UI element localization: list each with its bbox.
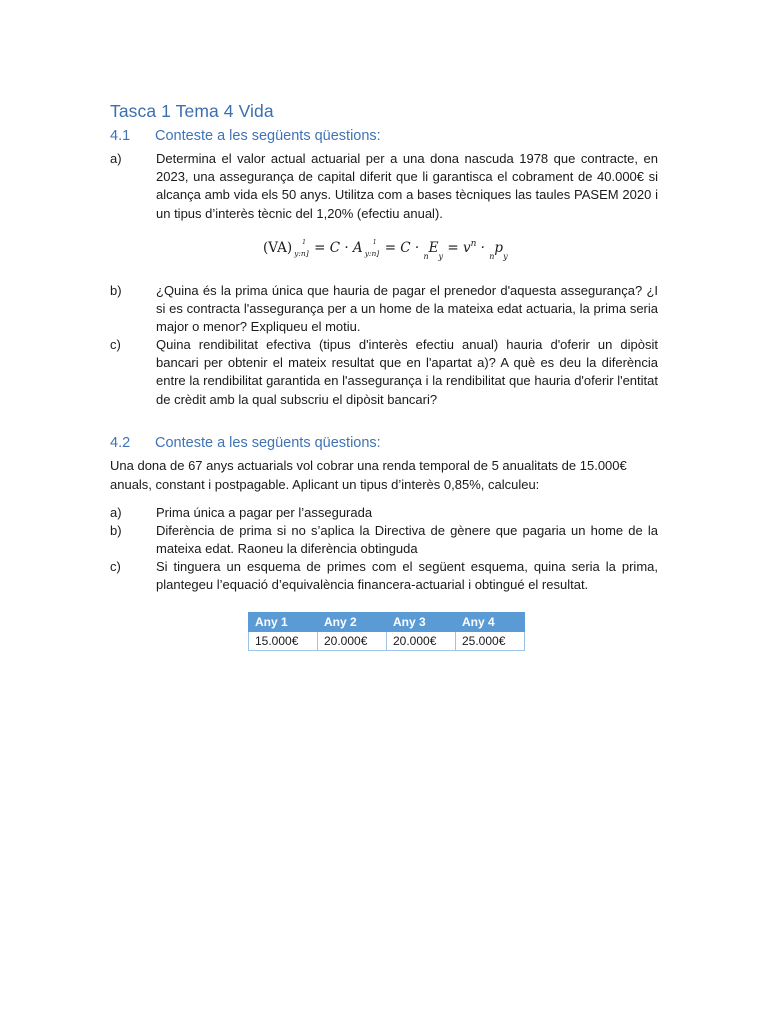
section-heading-4-2 bbox=[110, 435, 381, 451]
question-a bbox=[110, 150, 658, 223]
table-cell: 20.000€ bbox=[387, 632, 456, 651]
table-header-cell: Any 2 bbox=[318, 613, 387, 632]
formula-subscript bbox=[363, 239, 385, 258]
table-header-cell: Any 1 bbox=[249, 613, 318, 632]
question-2c bbox=[110, 558, 658, 594]
item-label: a) bbox=[110, 505, 122, 520]
formula-sub-yn: y:n] bbox=[294, 249, 309, 258]
question-2b bbox=[110, 522, 658, 558]
formula-p: p bbox=[494, 240, 504, 256]
item-label: b) bbox=[110, 283, 122, 298]
item-label: a) bbox=[110, 151, 122, 166]
section-number: 4.1 bbox=[110, 128, 131, 144]
table-cell: 20.000€ bbox=[318, 632, 387, 651]
item-text: Quina rendibilitat efectiva (tipus d'interès efectiu anual) hauria d'oferir un dipòsit bancari per obtenir el mateix resultat que en l'apartat a)? A què es deu la diferència entre la rendibilitat garantida en l'assegurança i la rendibilitat que hauria d'oferir l'entitat de crèdit amb la qual subscriu el dipòsit bancari? bbox=[156, 337, 658, 407]
formula-E: E bbox=[428, 240, 439, 256]
formula-eq2: = C · bbox=[384, 240, 424, 256]
section-heading-text: Conteste a les següents qüestions: bbox=[155, 128, 381, 144]
table-header-cell: Any 4 bbox=[456, 613, 525, 632]
formula-subscript bbox=[292, 239, 314, 258]
question-b bbox=[110, 282, 658, 337]
item-label: c) bbox=[110, 337, 121, 352]
premium-schedule-table bbox=[248, 612, 525, 651]
formula-eq3: = v bbox=[443, 240, 471, 256]
question-c bbox=[110, 336, 658, 409]
item-label: b) bbox=[110, 523, 122, 538]
document-title: Tasca 1 Tema 4 Vida bbox=[110, 101, 274, 121]
formula-exp-n: n bbox=[470, 239, 477, 249]
item-text: Prima única a pagar per l’assegurada bbox=[156, 505, 373, 520]
formula-sub-yn: y:n] bbox=[364, 249, 380, 258]
item-text: Determina el valor actual actuarial per a una dona nascuda 1978 que contracte, en 2023, una assegurança de capital diferit que li garantisca el cobrament de 40.000€ si alcança amb vida els 50 anys. Utilitza com a bases tècniques las taules PASEM 2020 i un tipus d’interès tècnic del 1,20% (efectiu anual). bbox=[156, 151, 658, 221]
formula-n: n bbox=[423, 252, 429, 261]
section-number: 4.2 bbox=[110, 435, 131, 451]
formula-sub-one: 1 bbox=[372, 239, 377, 246]
formula-dot: · bbox=[476, 240, 490, 256]
section-heading-4-1 bbox=[110, 128, 381, 144]
item-text: Diferència de prima si no s’aplica la Directiva de gènere que pagaria un home de la mateixa edat. Raoneu la diferència obtinguda bbox=[156, 523, 658, 557]
formula-va: (VA) bbox=[263, 240, 293, 256]
formula-eq1: = C · A bbox=[314, 240, 363, 256]
formula-y: y bbox=[503, 252, 508, 261]
table-row bbox=[249, 632, 525, 651]
table-cell: 25.000€ bbox=[456, 632, 525, 651]
section-heading-text: Conteste a les següents qüestions: bbox=[155, 435, 381, 451]
item-text: ¿Quina és la prima única que hauria de pagar el prenedor d'aquesta assegurança? ¿I si es contracta l'assegurança per a un home de la mateixa edat actuaria, la prima seria major o menor? Expliqueu el motiu. bbox=[156, 283, 658, 335]
formula-n: n bbox=[489, 252, 495, 261]
table-cell: 15.000€ bbox=[249, 632, 318, 651]
item-text: Si tinguera un esquema de primes com el següent esquema, quina seria la prima, plantegeu l’equació d’equivalència financera-actuarial i obtingué el resultat. bbox=[156, 559, 658, 593]
formula-sub-one: 1 bbox=[302, 239, 306, 246]
question-2a bbox=[110, 504, 658, 522]
item-label: c) bbox=[110, 559, 121, 574]
actuarial-formula bbox=[263, 239, 508, 261]
table-header-row bbox=[249, 613, 525, 632]
section-intro: Una dona de 67 anys actuarials vol cobrar una renda temporal de 5 anualitats de 15.000€ anuals, constant i postpagable. Aplicant un tipus d’interès 0,85%, calculeu: bbox=[110, 458, 627, 492]
table-header-cell: Any 3 bbox=[387, 613, 456, 632]
formula-y: y bbox=[438, 252, 444, 261]
